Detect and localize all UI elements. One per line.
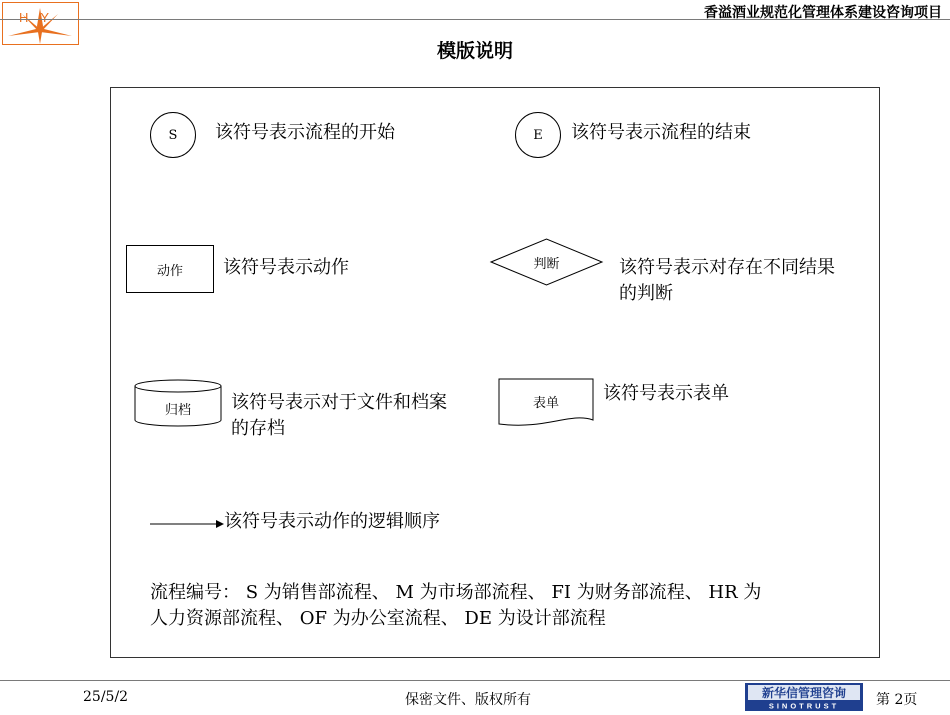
brand-cn: 新华信管理咨询 <box>761 686 847 700</box>
action-desc: 该符号表示动作 <box>223 257 349 278</box>
decision-symbol-label: 判断 <box>533 257 560 272</box>
footer-divider <box>0 680 950 681</box>
start-symbol-label: S <box>168 127 178 143</box>
form-symbol <box>498 378 594 430</box>
project-title: 香溢酒业规范化管理体系建设咨询项目 <box>704 5 942 21</box>
form-symbol-label: 表单 <box>532 396 559 411</box>
end-symbol <box>515 112 561 158</box>
page-title: 模版说明 <box>436 40 513 62</box>
sequence-arrow <box>150 515 224 527</box>
footer-confidential: 保密文件、版权所有 <box>405 692 531 708</box>
end-symbol-label: E <box>533 127 543 143</box>
footer-page-number: 第 2页 <box>876 692 918 708</box>
archive-desc-line1: 该符号表示对于文件和档案 <box>231 392 447 413</box>
decision-desc-line1: 该符号表示对存在不同结果 <box>619 257 835 278</box>
numbering-line1: 流程编号： S 为销售部流程、 M 为市场部流程、 FI 为财务部流程、 HR 为 <box>150 582 762 603</box>
numbering-line2: 人力资源部流程、 OF 为办公室流程、 DE 为设计部流程 <box>150 608 606 629</box>
form-desc: 该符号表示表单 <box>603 383 729 404</box>
archive-symbol-label: 归档 <box>164 403 191 418</box>
brand-en: SINOTRUST <box>768 701 840 711</box>
decision-desc-line2: 的判断 <box>619 283 673 304</box>
logo-text: HY <box>18 10 62 25</box>
decision-symbol <box>489 237 604 287</box>
action-symbol-label: 动作 <box>156 263 183 279</box>
start-desc: 该符号表示流程的开始 <box>215 122 395 143</box>
start-symbol <box>150 112 196 158</box>
archive-symbol <box>134 378 222 428</box>
archive-desc-line2: 的存档 <box>231 418 285 439</box>
sinotrust-logo <box>745 683 863 711</box>
action-symbol <box>126 245 214 293</box>
arrow-desc: 该符号表示动作的逻辑顺序 <box>224 511 440 532</box>
end-desc: 该符号表示流程的结束 <box>571 122 751 143</box>
legend-frame <box>110 87 880 658</box>
footer-date: 25/5/2 <box>83 689 129 705</box>
